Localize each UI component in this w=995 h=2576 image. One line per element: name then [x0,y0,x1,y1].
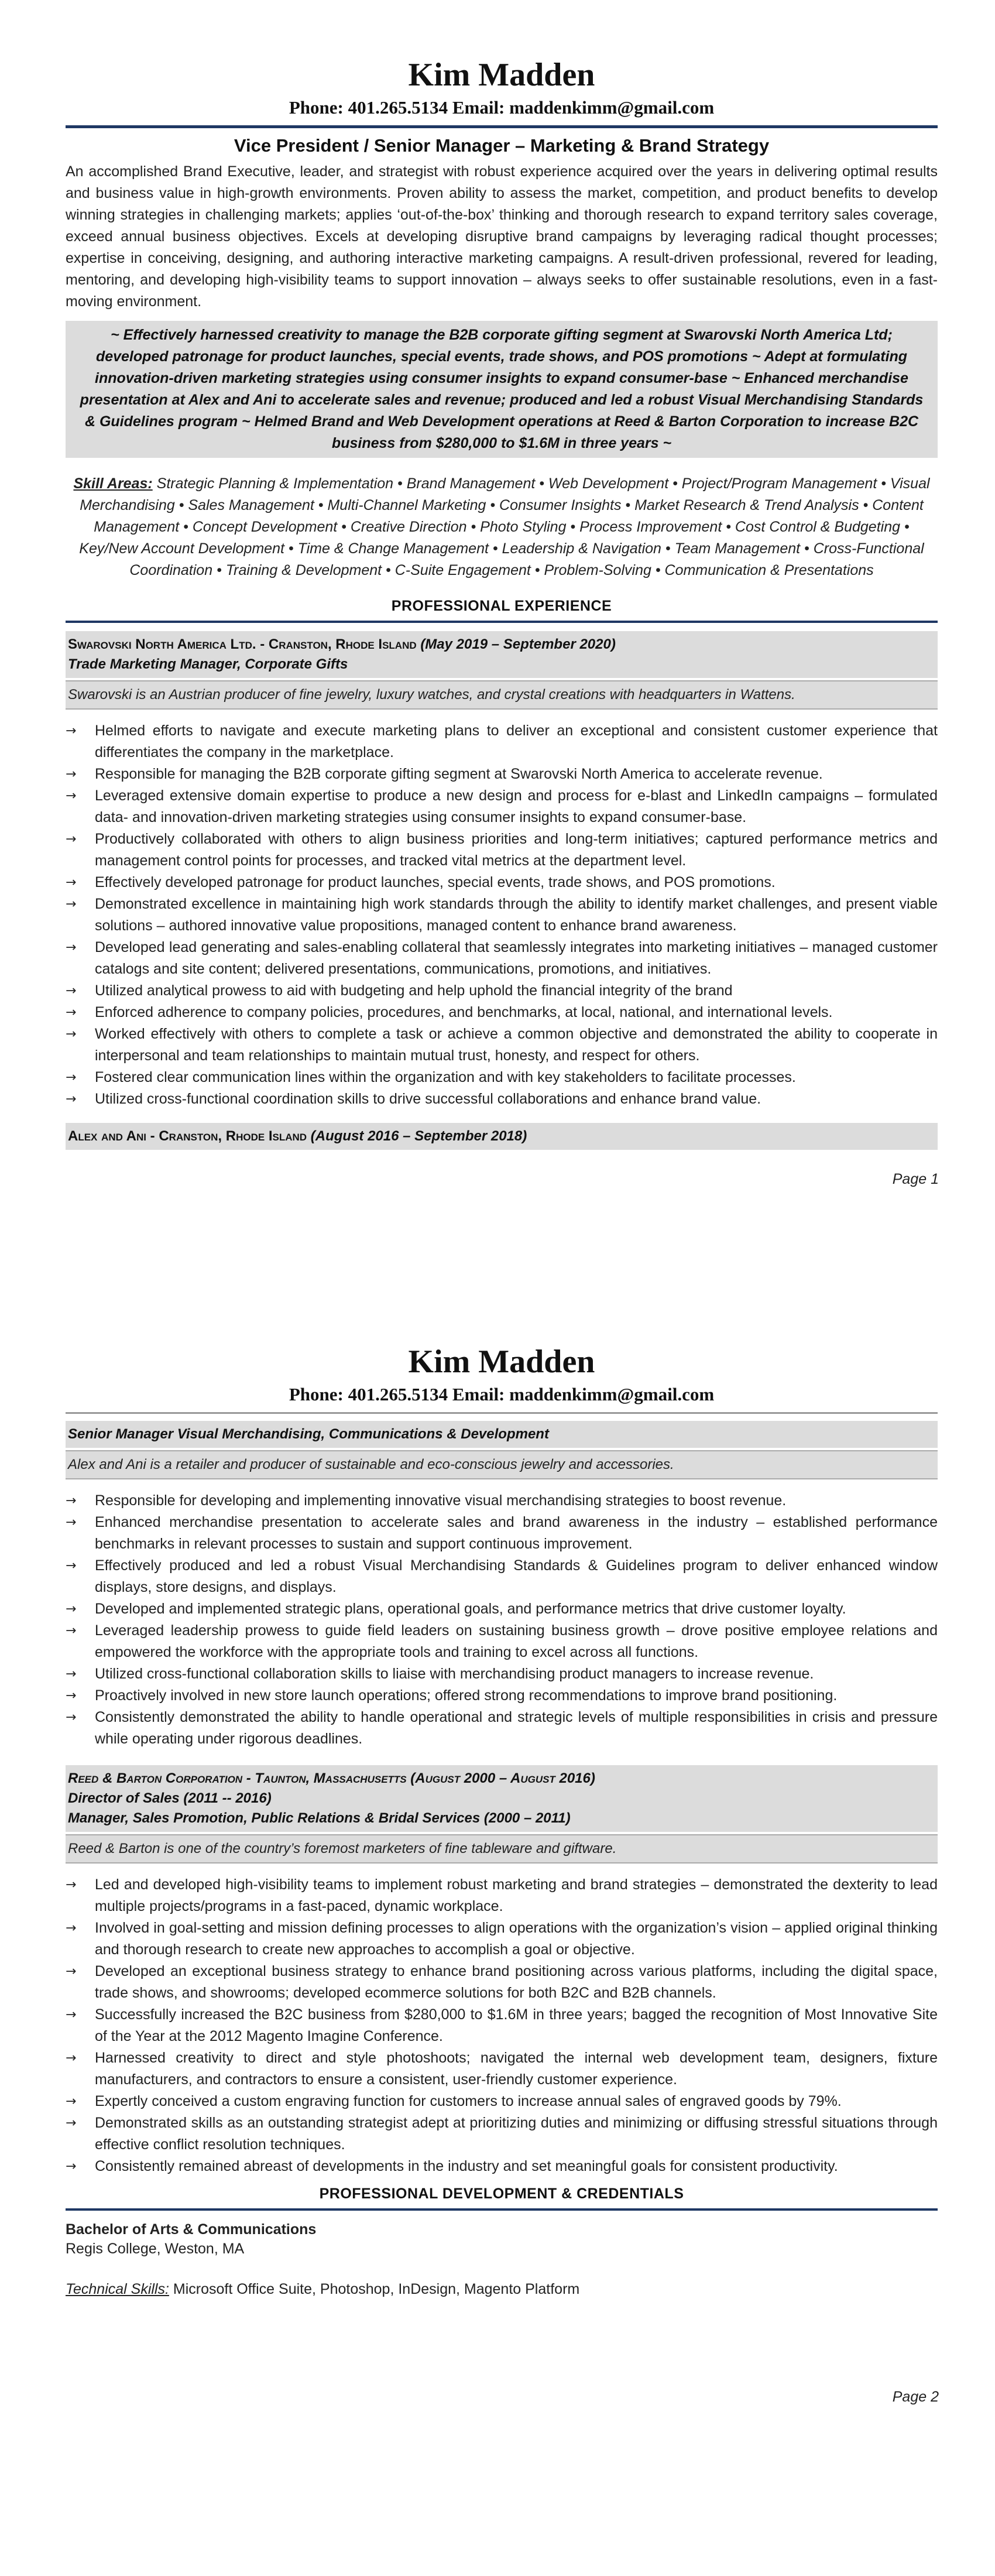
bullet-text: Consistently remained abreast of developments in the industry and set meaningful goals for consistent productivity. [95,2158,838,2174]
technical-skills-list: Microsoft Office Suite, Photoshop, InDesign, Magento Platform [173,2281,580,2297]
bullet-text: Led and developed high-visibility teams to implement robust marketing and brand strategies – demonstrated the dexterity to lead multiple projects/programs in a fast-paced, dynamic workplace. [95,1876,938,1914]
bullet-text: Worked effectively with others to complete a task or achieve a common objective and demonstrated the ability to cooperate in interpersonal and team relationships to maintain mutual trust, honesty, and respect for others. [95,1026,938,1064]
company-name: Swarovski North America Ltd. - Cranston, Rhode Island [68,636,417,652]
bullet-item [66,2091,938,2112]
bullet-item [66,872,938,893]
bullet-text: Developed lead generating and sales-enabling collateral that seamlessly integrates into marketing initiatives – managed customer catalogs and site content; delivered presentations, communications, promotions, and initiatives. [95,939,938,977]
technical-skills-label: Technical Skills: [66,2281,169,2297]
arrow-icon: → [66,789,77,803]
bullet-text: Involved in goal-setting and mission defining processes to align operations with the organization’s vision – applied original thinking and thorough research to create new approaches to accomplish a goal or objective. [95,1920,938,1958]
bullet-text: Utilized cross-functional coordination skills to drive successful collaborations and enhance brand value. [95,1091,761,1107]
arrow-icon: → [66,1515,77,1530]
arrow-icon: → [66,2094,77,2109]
section-divider [66,621,938,623]
arrow-icon: → [66,1092,77,1107]
bullet-text: Expertly conceived a custom engraving function for customers to increase annual sales of engraved goods by 79%. [95,2093,842,2109]
bullet-text: Utilized cross-functional collaboration skills to liaise with merchandising product managers to increase revenue. [95,1666,814,1682]
job-role: Director of Sales (2011 -- 2016) [68,1790,272,1806]
bullet-text: Helmed efforts to navigate and execute marketing plans to deliver an exceptional and consistent customer experience that differentiates the company in the marketplace. [95,722,938,761]
education-school: Regis College, Weston, MA [66,2241,245,2257]
candidate-name: Kim Madden [408,1344,595,1380]
bullet-text: Enhanced merchandise presentation to accelerate sales and brand awareness in the industry – established performance benchmarks in relevant processes to sustain and support continuous improvement. [95,1514,938,1552]
page-1-content [66,59,938,1150]
arrow-icon: → [66,1070,77,1085]
bullet-text: Developed and implemented strategic plans, operational goals, and performance metrics that drive customer loyalty. [95,1601,846,1617]
bullet-item [66,893,938,937]
job-dates: (August 2016 – September 2018) [310,1128,527,1144]
company-description: Swarovski is an Austrian producer of fine jewelry, luxury watches, and crystal creations with headquarters in Wattens. [66,680,938,710]
arrow-icon: → [66,767,77,782]
bullet-text: Demonstrated excellence in maintaining high work standards through the ability to identify market challenges, and present viable solutions – authored innovative value propositions, managed content to enhance brand awareness. [95,896,938,934]
arrow-icon: → [66,1027,77,1042]
bullet-item [66,1620,938,1663]
job-role: Manager, Sales Promotion, Public Relations & Bridal Services (2000 – 2011) [68,1810,571,1826]
arrow-icon: → [66,1602,77,1616]
skill-areas [66,473,938,581]
bullet-text: Consistently demonstrated the ability to handle operational and strategic levels of multiple responsibilities in crisis and pressure while operating under rigorous deadlines. [95,1709,938,1747]
arrow-icon: → [66,2008,77,2022]
bullet-item [66,1663,938,1685]
arrow-icon: → [66,897,77,912]
education-degree: Bachelor of Arts & Communications [66,2221,317,2238]
bullet-text: Proactively involved in new store launch operations; offered strong recommendations to improve brand positioning. [95,1687,838,1704]
bullet-item [66,980,938,1002]
bullet-item [66,1874,938,1917]
bullet-item [66,2047,938,2091]
company-name: Alex and Ani - Cranston, Rhode Island [68,1128,307,1144]
arrow-icon: → [66,1005,77,1020]
alex-and-ani-bullet-list [66,1490,938,1750]
arrow-icon: → [66,2116,77,2130]
company-description: Alex and Ani is a retailer and producer of sustainable and eco-conscious jewelry and accessories. [66,1450,938,1479]
bullet-text: Responsible for developing and implementing innovative visual merchandising strategies to boost revenue. [95,1492,787,1509]
bullet-item [66,937,938,980]
arrow-icon: → [66,1878,77,1892]
bullet-item [66,1961,938,2004]
bullet-text: Developed an exceptional business strategy to enhance brand positioning across various platforms, including the digital space, trade shows, and showrooms; developed ecommerce solutions for both B2C and B2B channels. [95,1963,938,2001]
arrow-icon: → [66,940,77,955]
bullet-text: Fostered clear communication lines within the organization and with key stakeholders to facilitate processes. [95,1069,796,1085]
bullet-item [66,1002,938,1023]
page-number: Page 2 [892,2389,939,2405]
arrow-icon: → [66,1964,77,1979]
page-number: Page 1 [892,1171,939,1187]
professional-title: Vice President / Senior Manager – Marketing & Brand Strategy [234,135,770,156]
bullet-item [66,2004,938,2047]
bullet-text: Successfully increased the B2C business from $280,000 to $1.6M in three years; bagged the recognition of Most Innovative Site of the Year at the 2012 Magento Imagine Conference. [95,2006,938,2044]
resume-page-2 [0,1288,995,2576]
job-header-reed-barton [66,1765,938,1832]
arrow-icon: → [66,1493,77,1508]
bullet-item [66,1023,938,1067]
job-dates: (May 2019 – September 2020) [420,636,616,652]
arrow-icon: → [66,1921,77,1936]
page-2-content [66,1345,938,2298]
arrow-icon: → [66,984,77,998]
bullet-item [66,1512,938,1555]
bullet-item [66,1490,938,1512]
bullet-text: Harnessed creativity to direct and style photoshoots; navigated the internal web development team, designers, fixture manufacturers, and contractors to ensure a consistent, user-friendly customer experience. [95,2050,938,2088]
arrow-icon: → [66,1667,77,1681]
arrow-icon: → [66,1710,77,1725]
header-divider [66,125,938,128]
job-header-alex-and-ani [66,1123,938,1150]
section-title-experience: PROFESSIONAL EXPERIENCE [391,598,612,614]
bullet-text: Demonstrated skills as an outstanding strategist adept at prioritizing duties and minimizing or diffusing stressful situations through effective conflict resolution techniques. [95,2115,938,2153]
job-role: Senior Manager Visual Merchandising, Communications & Development [68,1426,549,1442]
bullet-item [66,1067,938,1088]
bullet-text: Effectively produced and led a robust Visual Merchandising Standards & Guidelines program to deliver enhanced window displays, store designs, and displays. [95,1557,938,1595]
bullet-text: Responsible for managing the B2B corporate gifting segment at Swarovski North America to accelerate revenue. [95,766,823,782]
bullet-text: Utilized analytical prowess to aid with budgeting and help uphold the financial integrity of the brand [95,982,733,999]
highlights-box: ~ Effectively harnessed creativity to manage the B2B corporate gifting segment at Swarovski North America Ltd; developed patronage for product launches, special events, trade shows, and POS promotions ~ Adept at formulating innovation-driven marketing strategies using consumer insights to expand consumer-base ~ Enhanced merchandise presentation at Alex and Ani to accelerate sales and revenue; produced and led a robust Visual Merchandising Standards & Guidelines program ~ Helmed Brand and Web Development operations at Reed & Barton Corporation to increase B2C business from $280,000 to $1.6M in three years ~ [66,321,938,458]
bullet-text: Leveraged leadership prowess to guide field leaders on sustaining business growth – drove positive employee relations and empowered the workforce with the appropriate tools and training to excel across all functions. [95,1622,938,1660]
technical-skills [66,2281,938,2298]
arrow-icon: → [66,2051,77,2065]
bullet-item [66,763,938,785]
bullet-item [66,1555,938,1598]
bullet-text: Enforced adherence to company policies, procedures, and benchmarks, at local, national, and international levels. [95,1004,833,1020]
job-header-swarovski [66,631,938,678]
section-title-credentials: PROFESSIONAL DEVELOPMENT & CREDENTIALS [319,2186,684,2202]
candidate-name: Kim Madden [408,57,595,93]
bullet-item [66,1917,938,1961]
bullet-item [66,1685,938,1707]
bullet-item [66,2156,938,2177]
contact-line: Phone: 401.265.5134 Email: maddenkimm@gmail.com [289,97,715,118]
skill-areas-list: Strategic Planning & Implementation • Brand Management • Web Development • Project/Program Management • Visual Merchandising • Sales Management • Multi-Channel Marketing • Consumer Insights • Market Research & Trend Analysis • Content Management • Concept Development • Creative Direction • Photo Styling • Process Improvement • Cost Control & Budgeting • Key/New Account Development • Time & Change Management • Leadership & Navigation • Team Management • Cross-Functional Coordination • Training & Development • C-Suite Engagement • Problem-Solving • Communication & Presentations [79,475,930,578]
arrow-icon: → [66,724,77,738]
arrow-icon: → [66,1688,77,1703]
bullet-text: Leveraged extensive domain expertise to produce a new design and process for e-blast and LinkedIn campaigns – formulated data- and innovation-driven marketing strategies using consumer insights to expand consumer-base. [95,787,938,825]
bullet-item [66,1088,938,1110]
bullet-item [66,1707,938,1750]
company-name: Reed & Barton Corporation - Taunton, Massachusetts (August 2000 – August 2016) [68,1770,595,1786]
job-role: Trade Marketing Manager, Corporate Gifts [68,656,348,672]
summary-paragraph: An accomplished Brand Executive, leader, and strategist with robust experience acquired over the years in delivering optimal results and business value in high-growth environments. Proven ability to assess the market, competition, and product benefits to develop winning strategies in challenging markets; applies ‘out-of-the-box’ thinking and thorough research to expand territory sales coverage, exceed annual business objectives. Excels at developing disruptive brand campaigns by leveraging radical thought processes; expertise in conceiving, designing, and authoring interactive marketing campaigns. A result-driven professional, revered for leading, mentoring, and developing high-visibility teams to support innovation – always seeks to offer sustainable resolutions, even in a fast-moving environment. [66,163,938,310]
bullet-item [66,785,938,828]
company-description: Reed & Barton is one of the country’s foremost marketers of fine tableware and giftware. [66,1834,938,1864]
arrow-icon: → [66,2159,77,2174]
bullet-item [66,1598,938,1620]
header-divider [66,1412,938,1414]
swarovski-bullet-list [66,720,938,1110]
bullet-item [66,2112,938,2156]
bullet-item [66,720,938,763]
arrow-icon: → [66,832,77,847]
skill-areas-label: Skill Areas: [73,475,153,492]
arrow-icon: → [66,1558,77,1573]
section-divider [66,2208,938,2211]
bullet-text: Productively collaborated with others to align business priorities and long-term initiatives; captured performance metrics and management control points for processes, and tracked vital metrics at the department level. [95,831,938,869]
bullet-item [66,828,938,872]
reed-barton-bullet-list [66,1874,938,2177]
job-role-alex-and-ani [66,1421,938,1448]
arrow-icon: → [66,1623,77,1638]
arrow-icon: → [66,875,77,890]
contact-line: Phone: 401.265.5134 Email: maddenkimm@gmail.com [289,1384,715,1405]
bullet-text: Effectively developed patronage for product launches, special events, trade shows, and POS promotions. [95,874,776,890]
